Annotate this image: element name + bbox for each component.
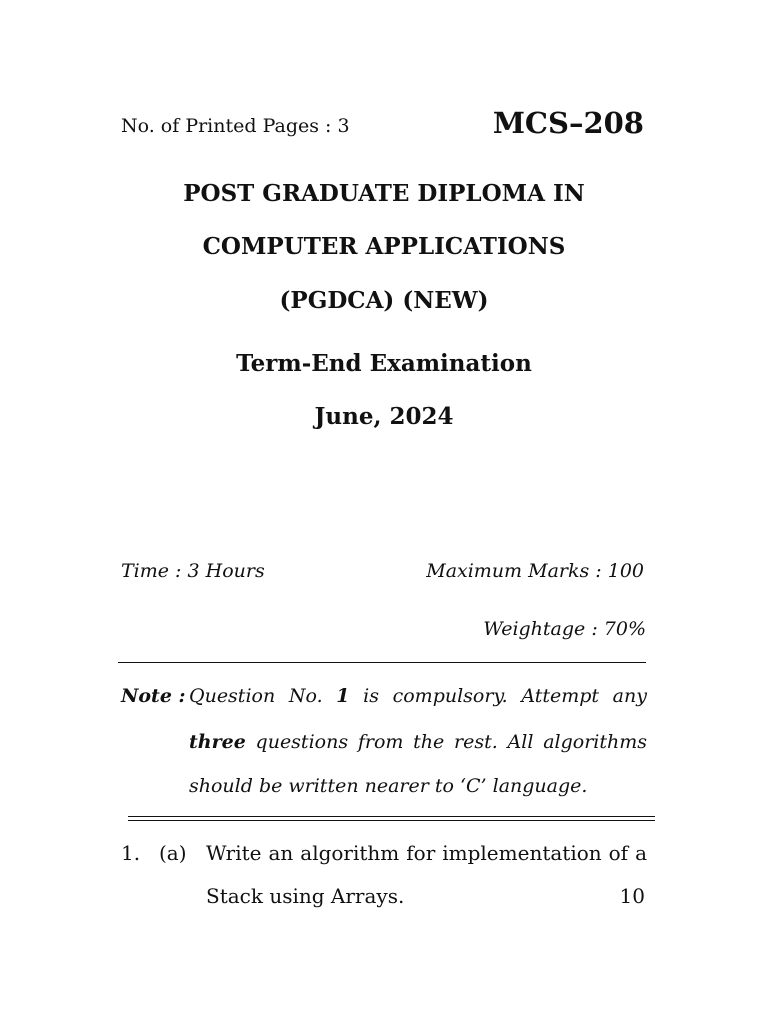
program-title-line-2: COMPUTER APPLICATIONS — [202, 233, 566, 260]
note-line-2 — [189, 731, 647, 753]
program-title-line-1: POST GRADUATE DIPLOMA IN — [183, 180, 585, 207]
weightage: Weightage : 70% — [483, 618, 646, 640]
exam-session: June, 2024 — [314, 403, 454, 430]
double-divider-top — [128, 816, 655, 817]
divider-line — [118, 662, 646, 663]
note-question-number: 1 — [336, 685, 350, 707]
note-line-1 — [189, 685, 647, 707]
printed-pages-count: No. of Printed Pages : 3 — [121, 115, 350, 137]
note-three-emphasis: three — [189, 731, 246, 753]
exam-time: Time : 3 Hours — [121, 560, 265, 582]
note-line-1-text-b: is compulsory. Attempt any — [349, 685, 647, 707]
program-title-line-3: (PGDCA) (NEW) — [279, 287, 489, 314]
note-line-1-text-a: Question No. — [189, 685, 337, 707]
exam-title: Term-End Examination — [236, 350, 532, 377]
question-part: (a) — [159, 841, 187, 865]
double-divider-bottom — [128, 820, 655, 821]
course-code: MCS–208 — [492, 106, 644, 140]
question-text-line-1: Write an algorithm for implementation of a — [206, 841, 647, 865]
note-label: Note : — [121, 685, 186, 707]
note-line-2-text: questions from the rest. All algorithms — [245, 731, 647, 753]
question-text-line-2: Stack using Arrays. — [206, 884, 405, 908]
question-number: 1. — [121, 841, 141, 865]
maximum-marks: Maximum Marks : 100 — [426, 560, 644, 582]
note-line-3: should be written nearer to ‘C’ language. — [189, 775, 588, 797]
question-marks: 10 — [619, 884, 645, 908]
